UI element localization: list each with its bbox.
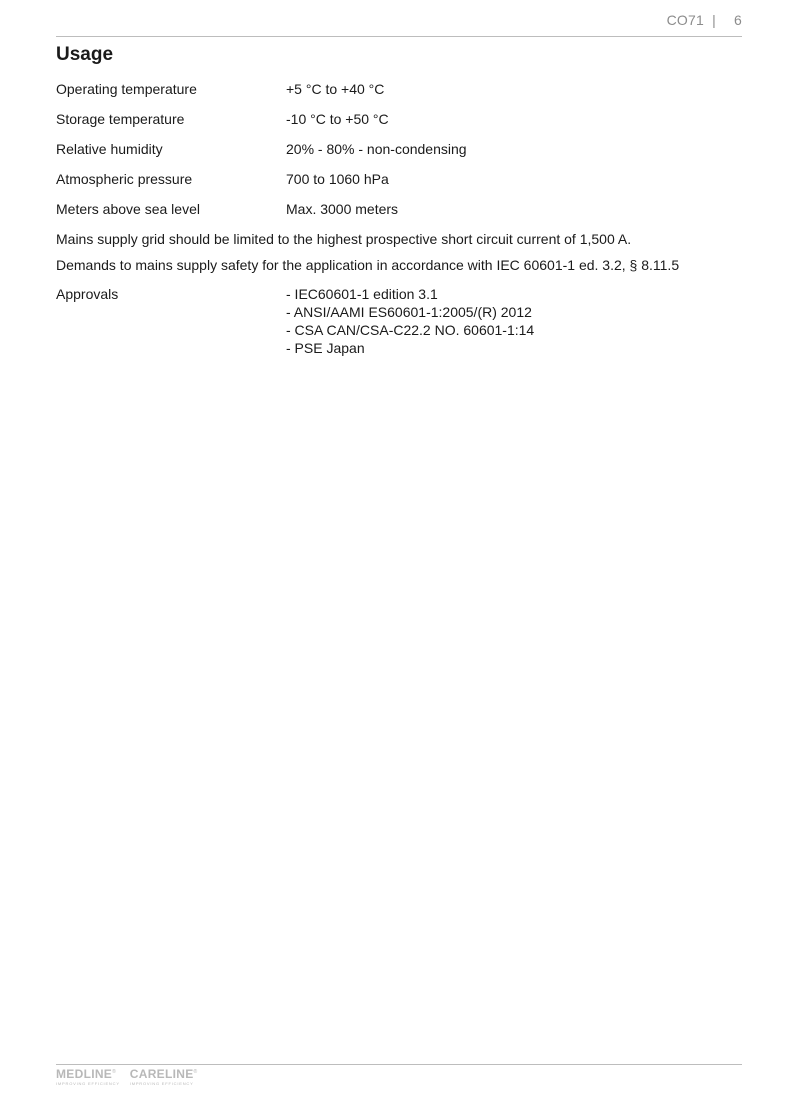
list-item: - CSA CAN/CSA-C22.2 NO. 60601-1:14 — [286, 322, 535, 338]
approvals-label: Approvals — [56, 286, 119, 302]
spec-label: Storage temperature — [56, 111, 185, 127]
logo-tagline: IMPROVING EFFICIENCY — [129, 1081, 194, 1086]
spec-value: 20% - 80% - non-condensing — [286, 141, 467, 157]
spec-value: Max. 3000 meters — [286, 201, 399, 217]
careline-logo — [130, 1066, 198, 1087]
footer-divider — [56, 1064, 742, 1065]
logo-tagline: IMPROVING EFFICIENCY — [56, 1081, 120, 1086]
list-item: - PSE Japan — [286, 340, 365, 356]
logo-mark: ® — [193, 1069, 198, 1075]
note-mains-supply-grid: Mains supply grid should be limited to the highest prospective short circuit current of 1,500 A. — [56, 231, 632, 247]
spec-value: -10 °C to +50 °C — [286, 111, 389, 127]
logo-mark: ® — [112, 1069, 117, 1075]
list-item: - IEC60601-1 edition 3.1 — [286, 286, 438, 302]
medline-logo — [56, 1066, 120, 1087]
spec-label: Relative humidity — [56, 141, 163, 157]
logo-name: CARELINE — [129, 1067, 194, 1081]
page-header — [667, 12, 742, 28]
spec-label: Atmospheric pressure — [56, 171, 193, 187]
spec-label: Operating temperature — [56, 81, 197, 97]
logo-name: MEDLINE — [56, 1067, 113, 1081]
document-code: CO71 — [666, 12, 704, 28]
approvals-list — [286, 285, 534, 357]
note-mains-supply-safety: Demands to mains supply safety for the application in accordance with IEC 60601-1 ed. 3.2, § 8.11.5 — [56, 257, 680, 273]
page-number: 6 — [734, 12, 742, 28]
list-item: - ANSI/AAMI ES60601-1:2005/(R) 2012 — [286, 304, 532, 320]
header-divider — [56, 36, 742, 37]
header-separator: | — [712, 12, 716, 28]
footer-logos — [56, 1066, 198, 1087]
section-title: Usage — [56, 44, 114, 65]
spec-value: 700 to 1060 hPa — [286, 171, 389, 187]
spec-value: +5 °C to +40 °C — [286, 81, 385, 97]
spec-label: Meters above sea level — [56, 201, 200, 217]
